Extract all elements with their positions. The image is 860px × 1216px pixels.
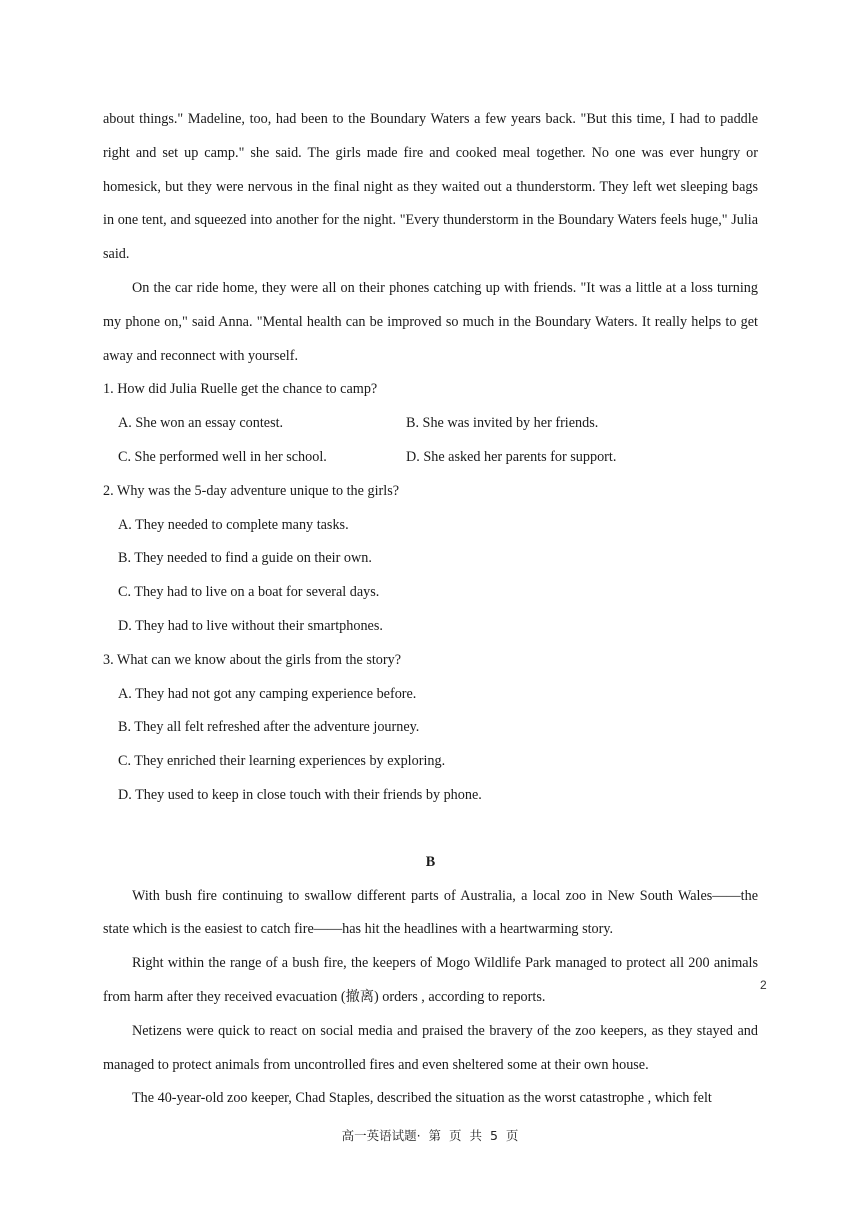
option-a: A. She won an essay contest.	[118, 415, 284, 432]
option-d: D. They had to live without their smartphones.	[118, 617, 383, 634]
option-c: C. They enriched their learning experiences by exploring.	[118, 753, 446, 770]
section-title: B	[425, 853, 436, 870]
paragraph: The 40-year-old zoo keeper, Chad Staples, described the situation as the worst catastrophe , which felt	[132, 1090, 712, 1107]
option-d: D. She asked her parents for support.	[406, 448, 617, 465]
option-d: D. They used to keep in close touch with their friends by phone.	[118, 786, 482, 803]
option-b: B. They needed to find a guide on their own.	[118, 550, 372, 567]
question-3	[103, 644, 758, 813]
option-row	[103, 407, 758, 441]
option-c: C. She performed well in her school.	[118, 448, 327, 465]
paragraph: Right within the range of a bush fire, the keepers of Mogo Wildlife Park managed to protect all 200 animals from harm after they received evacuation (撤离) orders , according to reports.	[103, 955, 758, 1005]
question-stem: 3. What can we know about the girls from the story?	[103, 651, 401, 668]
passage-b	[103, 880, 758, 1117]
page-content	[103, 103, 758, 1116]
option-a: A. They needed to complete many tasks.	[118, 516, 349, 533]
paragraph: Netizens were quick to react on social media and praised the bravery of the zoo keepers, as they stayed and managed to protect animals from uncontrolled fires and even sheltered some at their own house.	[103, 1022, 758, 1073]
paragraph: about things." Madeline, too, had been to the Boundary Waters a few years back. "But this time, I had to paddle right and set up camp." she said. The girls made fire and cooked meal together. No one was ever hungry or homesick, but they were nervous in the final night as they waited out a thunderstorm. They left wet sleeping bags in one tent, and squeezed into another for the night. "Every thunderstorm in the Boundary Waters feels huge," Julia said.	[103, 111, 758, 263]
question-stem: 2. Why was the 5-day adventure unique to the girls?	[103, 482, 400, 499]
option-c: C. They had to live on a boat for several days.	[118, 584, 380, 601]
question-1	[103, 373, 758, 474]
option-b: B. They all felt refreshed after the adventure journey.	[118, 719, 420, 736]
paragraph: With bush fire continuing to swallow different parts of Australia, a local zoo in New South Wales——the state which is the easiest to catch fire——has hit the headlines with a heartwarming story.	[103, 887, 758, 938]
option-b: B. She was invited by her friends.	[406, 415, 599, 432]
passage-a-continuation	[103, 103, 758, 373]
option-row	[103, 441, 758, 475]
question-stem: 1. How did Julia Ruelle get the chance to camp?	[103, 381, 378, 398]
margin-page-number: 2	[760, 978, 767, 992]
option-a: A. They had not got any camping experience before.	[118, 685, 417, 702]
paragraph: On the car ride home, they were all on their phones catching up with friends. "It was a little at a loss turning my phone on," said Anna. "Mental health can be improved so much in the Boundary Waters. It really helps to get away and reconnect with yourself.	[103, 279, 758, 364]
page-footer: 高一英语试题· 第 页 共 5 页	[341, 1128, 519, 1143]
question-2	[103, 475, 758, 644]
